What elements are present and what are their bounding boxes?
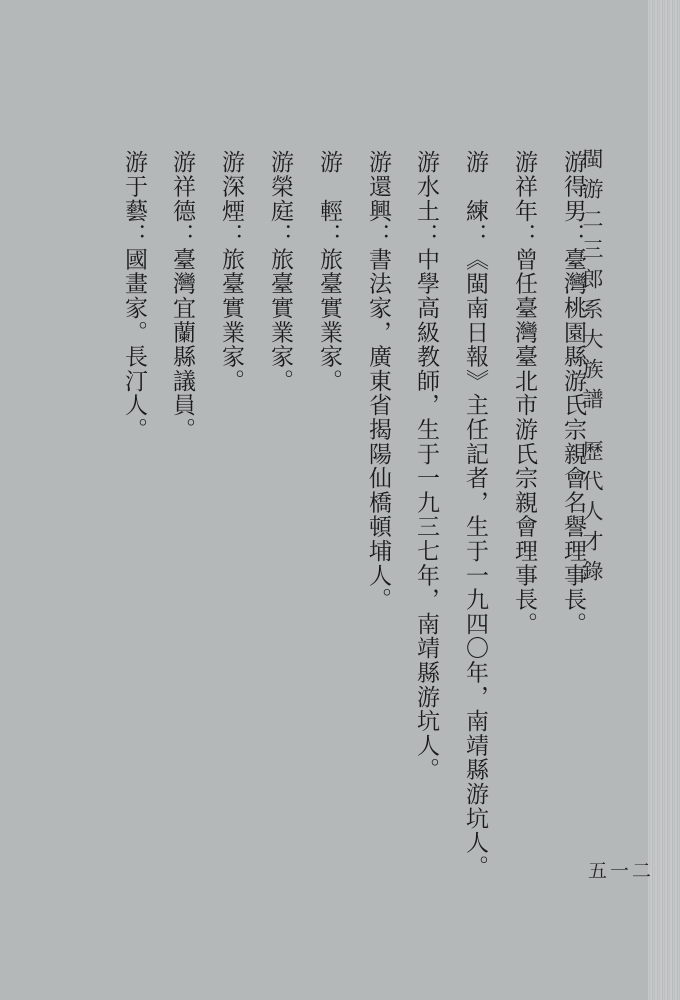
entry-desc: 旅臺實業家。 (316, 247, 342, 394)
entry-desc: 臺灣桃園縣游氏宗親會名譽理事長。 (560, 247, 586, 637)
entry-desc: 臺灣宜蘭縣議員。 (169, 247, 195, 442)
entry-name: 游得男： (560, 150, 586, 248)
entry-name: 游祥德： (169, 150, 195, 248)
entry-name: 游還興： (365, 150, 391, 248)
entry-desc: 曾任臺灣臺北市游氏宗親會理事長。 (511, 247, 537, 637)
section-title: 歷代人才錄 (580, 440, 604, 590)
entry-name: 游榮庭： (267, 150, 293, 248)
entry-name: 游祥年： (511, 150, 537, 248)
entry-desc: 旅臺實業家。 (218, 247, 244, 394)
entry-name: 游深煙： (218, 150, 244, 248)
page-edge (648, 0, 680, 1000)
entry-name: 游 輕： (316, 150, 342, 248)
entry-name: 游于藝： (121, 150, 147, 248)
entry-name: 游水土： (413, 150, 439, 248)
entry-desc: 國畫家。長汀人。 (121, 247, 147, 442)
book-title: 閩游二三郎系大族譜 (580, 148, 604, 418)
entry-desc: 旅臺實業家。 (267, 247, 293, 394)
page-number: 五一二 (588, 860, 655, 882)
entry-desc: 《閩南日報》主任記者，生于一九四〇年，南靖縣游坑人。 (462, 247, 488, 880)
entry-10 (54, 150, 146, 442)
entry-name: 游 練： (462, 150, 488, 248)
entry-desc: 中學高級教師，生于一九三七年，南靖縣游坑人。 (413, 247, 439, 782)
entry-desc: 書法家，廣東省揭陽仙橋頓埔人。 (365, 247, 391, 612)
